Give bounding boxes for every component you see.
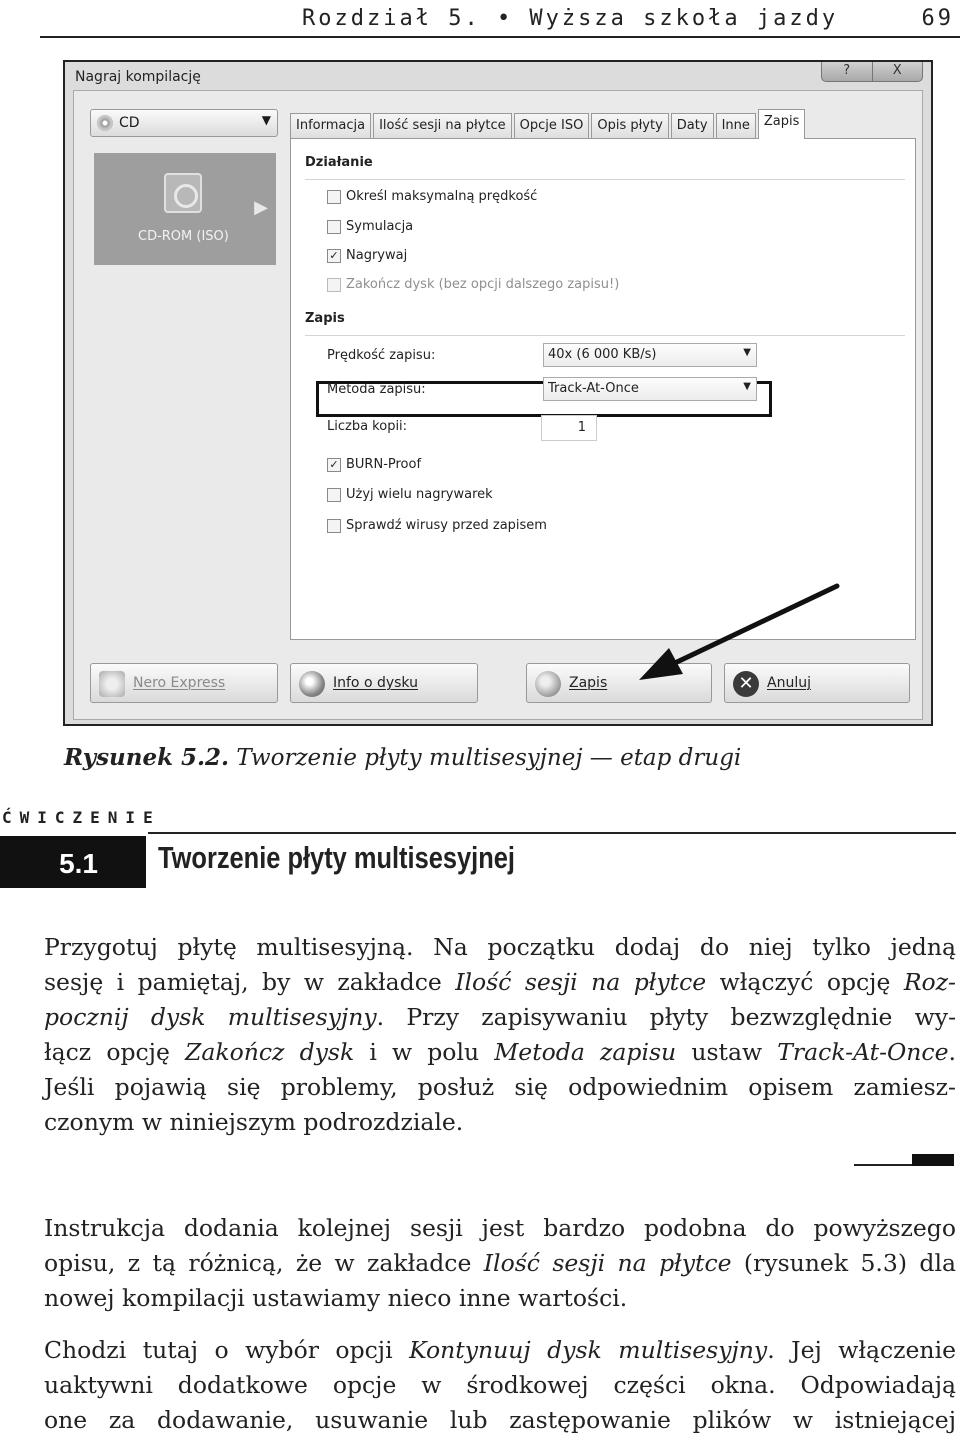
checkbox-label: Symulacja	[346, 219, 414, 234]
checkbox-burn[interactable]	[327, 248, 407, 263]
text-line	[44, 965, 956, 1000]
exercise-number: 5.1	[0, 836, 146, 888]
figure-screenshot	[63, 60, 933, 726]
text-run: opisu, z tą różnicą, że w zakładce	[44, 1249, 484, 1277]
chevron-right-icon: ▶	[254, 197, 268, 218]
checkbox-label: Użyj wielu nagrywarek	[346, 487, 493, 502]
running-header	[40, 0, 960, 38]
text-run: ustaw	[676, 1038, 778, 1066]
help-button[interactable]: ?	[822, 62, 873, 81]
body-paragraph	[44, 1333, 956, 1438]
cancel-icon: ✕	[733, 671, 759, 697]
checkbox-box[interactable]	[327, 519, 341, 533]
checkbox-label: Nagrywaj	[346, 248, 408, 263]
text-emphasis: Kontynuuj dysk multisesyjny	[409, 1336, 768, 1364]
exercise-label: ĆWICZENIE	[2, 808, 161, 827]
exercise-end-mark	[854, 1152, 954, 1166]
checkbox-label: Sprawdź wirusy przed zapisem	[346, 518, 547, 533]
tab-strip	[290, 111, 807, 139]
text-line: Instrukcja dodania kolejnej sesji jest bardzo podobna do powyższego	[44, 1214, 956, 1242]
write-method-select[interactable]	[543, 377, 757, 401]
text-run: .	[948, 1038, 956, 1066]
media-type-value: CD	[119, 115, 140, 131]
figure-caption	[64, 744, 741, 771]
compilation-type-label: CD-ROM (ISO)	[138, 229, 229, 244]
text-emphasis: Metoda zapisu	[494, 1038, 677, 1066]
checkbox-burn-proof[interactable]	[327, 457, 421, 472]
checkbox-box[interactable]	[327, 488, 341, 502]
media-type-dropdown[interactable]	[90, 109, 278, 137]
checkbox-box[interactable]	[327, 220, 341, 234]
checkbox-label: Zakończ dysk (bez opcji dalszego zapisu!)	[346, 277, 620, 292]
text-emphasis: Zakończ dysk	[185, 1038, 355, 1066]
burn-icon	[535, 671, 561, 697]
text-run: . Jej włączenie	[767, 1336, 956, 1364]
nero-express-button[interactable]	[90, 663, 278, 703]
checkbox-max-speed[interactable]	[327, 189, 537, 204]
end-mark-block	[912, 1154, 954, 1166]
disc-info-button[interactable]	[290, 663, 478, 703]
write-speed-label: Prędkość zapisu:	[327, 348, 436, 363]
figure-caption-text: Tworzenie płyty multisesyjnej — etap drugi	[236, 745, 742, 771]
dialog-client-area	[73, 90, 923, 720]
disc-icon	[97, 115, 113, 131]
running-header-title: Rozdział 5. • Wyższa szkoła jazdy	[302, 6, 839, 31]
text-emphasis: Ilość sesji na płytce	[455, 968, 707, 996]
tab-information[interactable]: Informacja	[290, 113, 371, 139]
checkbox-label: Określ maksymalną prędkość	[346, 189, 538, 204]
close-button[interactable]: X	[892, 63, 902, 78]
figure-caption-label: Rysunek 5.2.	[64, 744, 230, 771]
checkbox-virus-check[interactable]	[327, 518, 547, 533]
page-number: 69	[921, 6, 954, 31]
body-paragraph	[44, 1211, 956, 1316]
write-method-value: Track-At-Once	[548, 381, 639, 396]
tab-multisession[interactable]: Ilość sesji na płytce	[373, 113, 512, 139]
exercise-instructions	[44, 930, 956, 1140]
checkmark-icon[interactable]: ✓	[327, 458, 341, 472]
section-divider	[305, 179, 905, 180]
text-emphasis: Track-At-Once	[777, 1038, 949, 1066]
write-method-label: Metoda zapisu:	[327, 382, 426, 397]
nero-express-icon	[99, 671, 125, 697]
compilation-type-tile[interactable]	[94, 153, 276, 265]
nero-express-label: Nero Express	[133, 675, 226, 691]
dropdown-arrow-icon: ▼	[261, 113, 271, 127]
text-line: one za dodawanie, usuwanie lub zastępowanie plików w istniejącej	[44, 1406, 956, 1434]
write-speed-value: 40x (6 000 KB/s)	[548, 347, 657, 362]
burn-label: Zapis	[569, 675, 608, 691]
checkbox-box[interactable]	[327, 278, 341, 292]
text-line	[44, 1333, 956, 1368]
cancel-label: Anuluj	[767, 675, 811, 691]
checkmark-icon[interactable]: ✓	[327, 249, 341, 263]
text-line	[44, 1035, 956, 1070]
tab-disc-label[interactable]: Opis płyty	[591, 113, 668, 139]
text-run: (rysunek 5.3) dla	[731, 1249, 956, 1277]
exercise-title: Tworzenie płyty multisesyjnej	[158, 840, 515, 875]
text-run: Chodzi tutaj o wybór opcji	[44, 1336, 410, 1364]
checkbox-finalize-disc[interactable]	[327, 277, 619, 292]
text-run: i w polu	[354, 1038, 495, 1066]
disc-info-label: Info o dysku	[333, 675, 418, 691]
copies-stepper[interactable]: 1	[541, 415, 597, 441]
text-run: włączyć opcję	[706, 968, 904, 996]
tab-misc[interactable]: Inne	[716, 113, 756, 139]
tab-dates[interactable]: Daty	[671, 113, 714, 139]
text-line	[44, 1246, 956, 1281]
text-line: Przygotuj płytę multisesyjną. Na początku dodaj do niej tylko jedną	[44, 933, 956, 961]
window-title: Nagraj kompilację	[75, 69, 201, 85]
text-line: uaktywni dodatkowe opcje w środkowej części okna. Odpowiadają	[44, 1371, 956, 1399]
copies-label: Liczba kopii:	[327, 419, 408, 434]
disc-info-icon	[299, 671, 325, 697]
tab-burn[interactable]: Zapis	[758, 109, 806, 139]
section-action-heading: Działanie	[305, 155, 373, 170]
text-run: . Przy zapisywaniu płyty bezwzględnie wy-	[376, 1003, 957, 1031]
exercise-rule	[148, 832, 956, 834]
section-divider	[305, 335, 905, 336]
window-title-buttons	[821, 62, 923, 82]
checkbox-multiple-recorders[interactable]	[327, 487, 493, 502]
checkbox-simulation[interactable]	[327, 219, 413, 234]
checkbox-label: BURN-Proof	[346, 457, 422, 472]
burn-button[interactable]	[526, 663, 712, 703]
cd-rom-icon	[164, 173, 202, 213]
text-run: sesję i pamiętaj, by w zakładce	[44, 968, 456, 996]
text-emphasis: Ilość sesji na płytce	[483, 1249, 732, 1277]
text-line: nowej kompilacji ustawiamy nieco inne wartości.	[44, 1284, 628, 1312]
cancel-button[interactable]	[724, 663, 910, 703]
write-speed-select[interactable]	[543, 343, 757, 367]
text-line	[44, 1000, 956, 1035]
section-write-heading: Zapis	[305, 311, 345, 326]
text-run: łącz opcję	[44, 1038, 186, 1066]
text-line: czonym w niniejszym podrozdziale.	[44, 1108, 464, 1136]
text-emphasis: pocznij dysk multisesyjny	[44, 1003, 377, 1031]
text-emphasis: Roz-	[903, 968, 956, 996]
dropdown-arrow-icon: ▼	[743, 347, 751, 358]
text-line: Jeśli pojawią się problemy, posłuż się odpowiednim opisem zamiesz-	[44, 1073, 956, 1101]
dropdown-arrow-icon: ▼	[743, 381, 751, 392]
burn-tab-pane	[290, 138, 916, 640]
checkbox-box[interactable]	[327, 190, 341, 204]
tab-iso-options[interactable]: Opcje ISO	[514, 113, 590, 139]
